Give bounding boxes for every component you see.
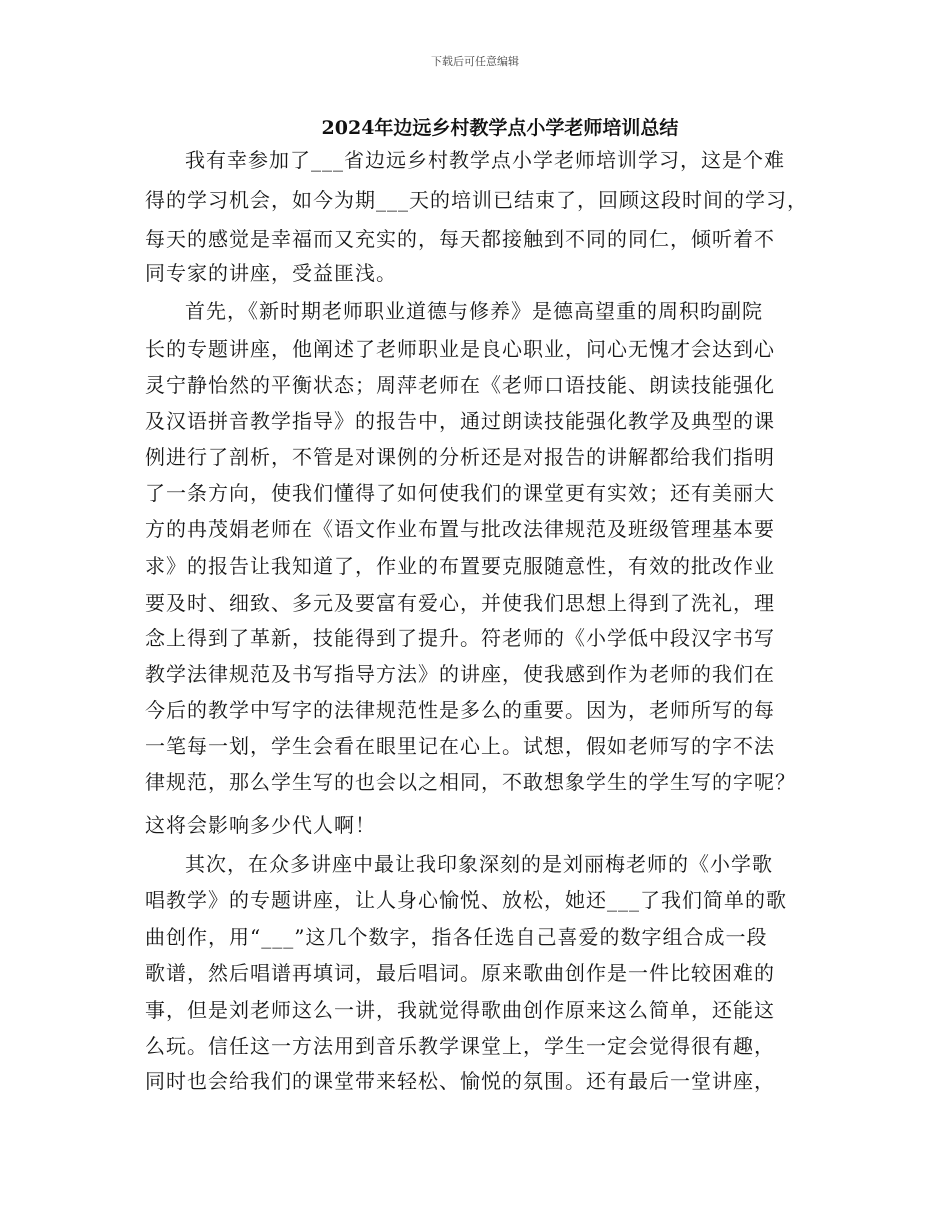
header-note: 下载后可任意编辑 <box>431 55 519 68</box>
body-line: 例进行了剖析，不管是对课例的分析还是对报告的讲解都给我们指明 <box>145 445 775 469</box>
body-line: 同专家的讲座，受益匪浅。 <box>145 261 397 285</box>
body-line: 求》的报告让我知道了，作业的布置要克服随意性，有效的批改作业 <box>145 554 775 578</box>
body-line: 今后的教学中写字的法律规范性是多么的重要。因为，老师所写的每 <box>145 698 775 722</box>
body-line: 曲创作，用“___”这几个数字，指各任选自己喜爱的数字组合成一段 <box>145 925 768 949</box>
body-line: 得的学习机会，如今为期___天的培训已结束了，回顾这段时间的学习， <box>145 188 808 212</box>
body-line: 方的冉茂娟老师在《语文作业布置与批改法律规范及班级管理基本要 <box>145 517 775 541</box>
body-line: 念上得到了革新，技能得到了提升。符老师的《小学低中段汉字书写 <box>145 626 775 650</box>
body-line: 事，但是刘老师这么一讲，我就觉得歌曲创作原来这么简单，还能这 <box>145 998 775 1022</box>
body-line: 及汉语拼音教学指导》的报告中，通过朗读技能强化教学及典型的课 <box>145 409 775 433</box>
body-line: 同时也会给我们的课堂带来轻松、愉悦的氛围。还有最后一堂讲座， <box>145 1069 775 1093</box>
body-line: 一笔每一划，学生会看在眼里记在心上。试想，假如老师写的字不法 <box>145 734 775 758</box>
body-line: 我有幸参加了___省边远乡村教学点小学老师培训学习，这是个难 <box>185 148 785 172</box>
document-title: 2024年边远乡村教学点小学老师培训总结 <box>321 117 679 139</box>
body-line: 教学法律规范及书写指导方法》的讲座，使我感到作为老师的我们在 <box>145 662 775 686</box>
body-line: 首先，《新时期老师职业道德与修养》是德高望重的周积昀副院 <box>185 299 763 323</box>
body-line: 了一条方向，使我们懂得了如何使我们的课堂更有实效；还有美丽大 <box>145 481 775 505</box>
body-line: 要及时、细致、多元及要富有爱心，并使我们思想上得到了洗礼，理 <box>145 591 775 615</box>
body-line: 灵宁静怡然的平衡状态；周萍老师在《老师口语技能、朗读技能强化 <box>145 373 775 397</box>
body-line: 长的专题讲座，他阐述了老师职业是良心职业，问心无愧才会达到心 <box>145 337 775 361</box>
body-line: 么玩。信任这一方法用到音乐教学课堂上，学生一定会觉得很有趣， <box>145 1034 775 1058</box>
body-line: 这将会影响多少代人啊！ <box>145 813 376 837</box>
body-line: 歌谱，然后唱谱再填词，最后唱词。原来歌曲创作是一件比较困难的 <box>145 961 775 985</box>
body-line: 律规范，那么学生写的也会以之相同，不敢想象学生的学生写的字呢？ <box>145 770 796 794</box>
body-line: 其次，在众多讲座中最让我印象深刻的是刘丽梅老师的《小学歌 <box>185 852 773 876</box>
body-line: 唱教学》的专题讲座，让人身心愉悦、放松，她还___了我们简单的歌 <box>145 888 787 912</box>
body-line: 每天的感觉是幸福而又充实的，每天都接触到不同的同仁，倾听着不 <box>145 227 775 251</box>
